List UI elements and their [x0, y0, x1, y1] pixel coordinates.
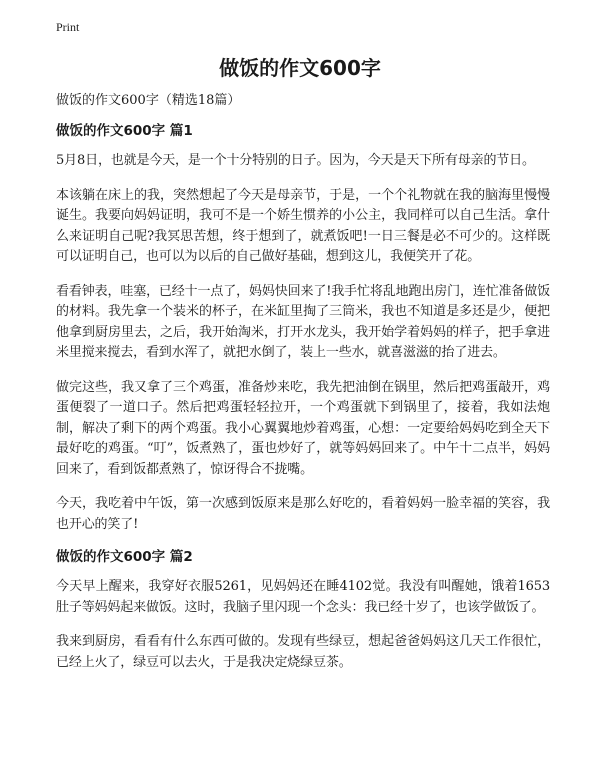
paragraph: 看看钟表，哇塞，已经十一点了，妈妈快回来了!我手忙将乱地跑出房门，连忙准备做饭的材料。我先拿一个装米的杯子，在米缸里掏了三筒米，我也不知道是多还是少，便把他拿到厨房里去，之后，我开始淘米，打开水龙头，我开始学着妈妈的样子，把手拿进米里搅来搅去，看到水浑了，就把水倒了，装上一些水，就喜滋滋的抬了进去。	[56, 283, 550, 360]
paragraph: 本该躺在床上的我，突然想起了今天是母亲节，于是，一个个礼物就在我的脑海里慢慢诞生。我要向妈妈证明，我可不是一个娇生惯养的小公主，我同样可以自己生活。拿什么来证明自己呢?我冥思苦想，终于想到了，就煮饭吧!一日三餐是必不可少的。这样既可以证明自己，也可以为以后的自己做好基础，想到这儿，我便笑开了花。	[56, 187, 550, 264]
essay-section-2	[56, 549, 550, 673]
section-heading: 做饭的作文600字 篇2	[56, 549, 193, 565]
print-link[interactable]: Print	[56, 20, 80, 34]
document-subtitle: 做饭的作文600字（精选18篇）	[56, 93, 241, 108]
paragraph: 今天早上醒来，我穿好衣服5261，见妈妈还在睡4102觉。我没有叫醒她，饿着1653肚子等妈妈起来做饭。这时，我脑子里闪现一个念头：我已经十岁了，也该学做饭了。	[56, 579, 550, 615]
section-heading: 做饭的作文600字 篇1	[56, 123, 193, 139]
paragraph: 今天，我吃着中午饭，第一次感到饭原来是那么好吃的，看着妈妈一脸幸福的笑容，我也开心的笑了!	[56, 496, 550, 532]
document-body	[56, 93, 550, 687]
paragraph: 我来到厨房，看看有什么东西可做的。发现有些绿豆，想起爸爸妈妈这几天工作很忙，已经上火了，绿豆可以去火，于是我决定烧绿豆茶。	[56, 634, 550, 670]
paragraph: 做完这些，我又拿了三个鸡蛋，准备炒来吃，我先把油倒在锅里，然后把鸡蛋敲开，鸡蛋便裂了一道口子。然后把鸡蛋轻轻拉开，一个鸡蛋就下到锅里了，接着，我如法炮制，解决了剩下的两个鸡蛋。我小心翼翼地炒着鸡蛋，心想：一定要给妈妈吃到全天下最好吃的鸡蛋。“叮”，饭煮熟了，蛋也炒好了，就等妈妈回来了。中午十二点半，妈妈回来了，看到饭都煮熟了，惊讶得合不拢嘴。	[56, 379, 550, 477]
essay-section-1	[56, 123, 550, 535]
paragraph: 5月8日，也就是今天，是一个十分特别的日子。因为，今天是天下所有母亲的节日。	[56, 153, 535, 168]
page-title: 做饭的作文600字	[219, 56, 381, 80]
